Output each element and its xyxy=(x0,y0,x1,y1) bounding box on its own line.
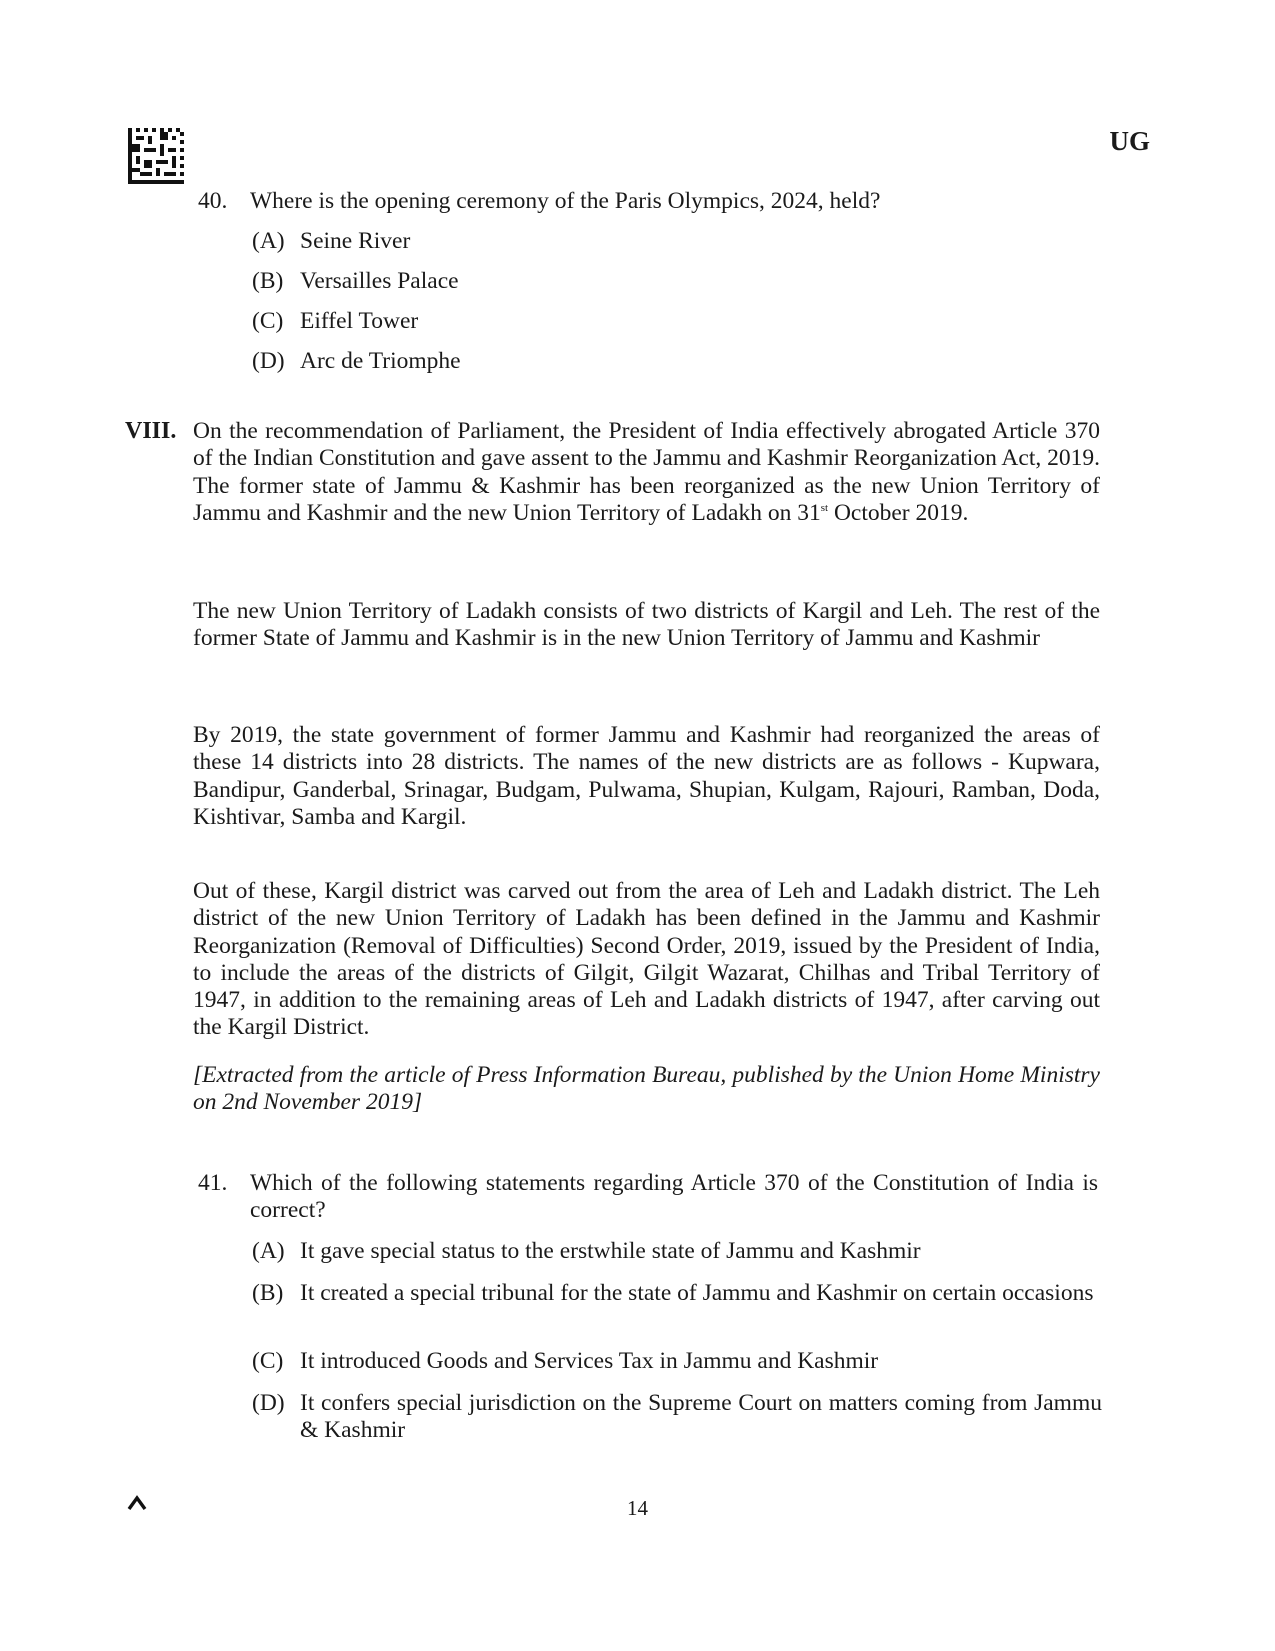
passage-paragraph-1 xyxy=(193,418,1100,527)
passage-paragraph-4: Out of these, Kargil district was carved out from the area of Leh and Ladakh district. The Leh district of the new Union Territory of Ladakh has been defined in the Jammu and Kashmir Reorganization (Removal of Difficulties) Second Order, 2019, issued by the President of India, to include the areas of the districts of Gilgit, Gilgit Wazarat, Chilhas and Tribal Territory of 1947, in addition to the remaining areas of Leh and Ladakh districts of 1947, after carving out the Kargil District. xyxy=(193,878,1100,1041)
q41-option-a xyxy=(252,1238,1102,1265)
option-label: (B) xyxy=(252,1280,284,1306)
option-text: Seine River xyxy=(300,228,411,254)
passage-text: October 2019. xyxy=(828,499,969,526)
q40-option-c xyxy=(252,308,1102,335)
question-text: Where is the opening ceremony of the Paris Olympics, 2024, held? xyxy=(250,188,881,214)
q41-option-d xyxy=(252,1390,1102,1444)
option-text: It confers special jurisdiction on the Supreme Court on matters coming from Jammu & Kashmir xyxy=(300,1390,1102,1443)
ordinal-suffix: st xyxy=(820,501,829,514)
option-label: (A) xyxy=(252,1238,285,1264)
q41-option-c xyxy=(252,1348,1102,1375)
question-40 xyxy=(198,188,1098,215)
option-label: (C) xyxy=(252,308,284,334)
option-text: Arc de Triomphe xyxy=(300,348,461,374)
paper-code: UG xyxy=(1109,126,1150,156)
option-text: It introduced Goods and Services Tax in Jammu and Kashmir xyxy=(300,1348,879,1374)
passage-text: On the recommendation of Parliament, the President of India effectively abrogated Article 370 of the Indian Constitution and gave assent to the Jammu and Kashmir Reorganization Act, 2019. The former state of Jammu & Kashmir has been reorganized as the new Union Territory of Jammu and Kashmir and the new Union Territory of Ladakh on 31 xyxy=(193,418,1100,526)
question-number: 41. xyxy=(198,1170,228,1196)
datamatrix-code xyxy=(128,128,184,184)
question-number: 40. xyxy=(198,188,228,214)
option-label: (B) xyxy=(252,268,284,294)
q40-option-d xyxy=(252,348,1102,375)
option-text: Eiffel Tower xyxy=(300,308,419,334)
passage-paragraph-2: The new Union Territory of Ladakh consists of two districts of Kargil and Leh. The rest of the former State of Jammu and Kashmir is in the new Union Territory of Jammu and Kashmir xyxy=(193,598,1100,652)
passage-paragraph-3: By 2019, the state government of former Jammu and Kashmir had reorganized the areas of these 14 districts into 28 districts. The names of the new districts are as follows - Kupwara, Bandipur, Ganderbal, Srinagar, Budgam, Pulwama, Shupian, Kulgam, Rajouri, Ramban, Doda, Kishtivar, Samba and Kargil. xyxy=(193,722,1100,830)
option-text: It gave special status to the erstwhile state of Jammu and Kashmir xyxy=(300,1238,921,1264)
option-label: (C) xyxy=(252,1348,284,1374)
q41-option-b xyxy=(252,1280,1102,1307)
option-label: (A) xyxy=(252,228,285,254)
passage-source: [Extracted from the article of Press Information Bureau, published by the Union Home Ministry on 2nd November 2019] xyxy=(193,1062,1100,1116)
option-text: Versailles Palace xyxy=(300,268,459,294)
question-41 xyxy=(198,1170,1098,1224)
section-mark: VIII. xyxy=(125,418,177,444)
question-text: Which of the following statements regarding Article 370 of the Constitution of India is correct? xyxy=(250,1170,1098,1223)
option-text: It created a special tribunal for the state of Jammu and Kashmir on certain occasions xyxy=(300,1280,1094,1306)
q40-option-b xyxy=(252,268,1102,295)
q40-option-a xyxy=(252,228,1102,255)
option-label: (D) xyxy=(252,348,285,374)
page-number: 14 xyxy=(627,1496,648,1520)
option-label: (D) xyxy=(252,1390,285,1416)
